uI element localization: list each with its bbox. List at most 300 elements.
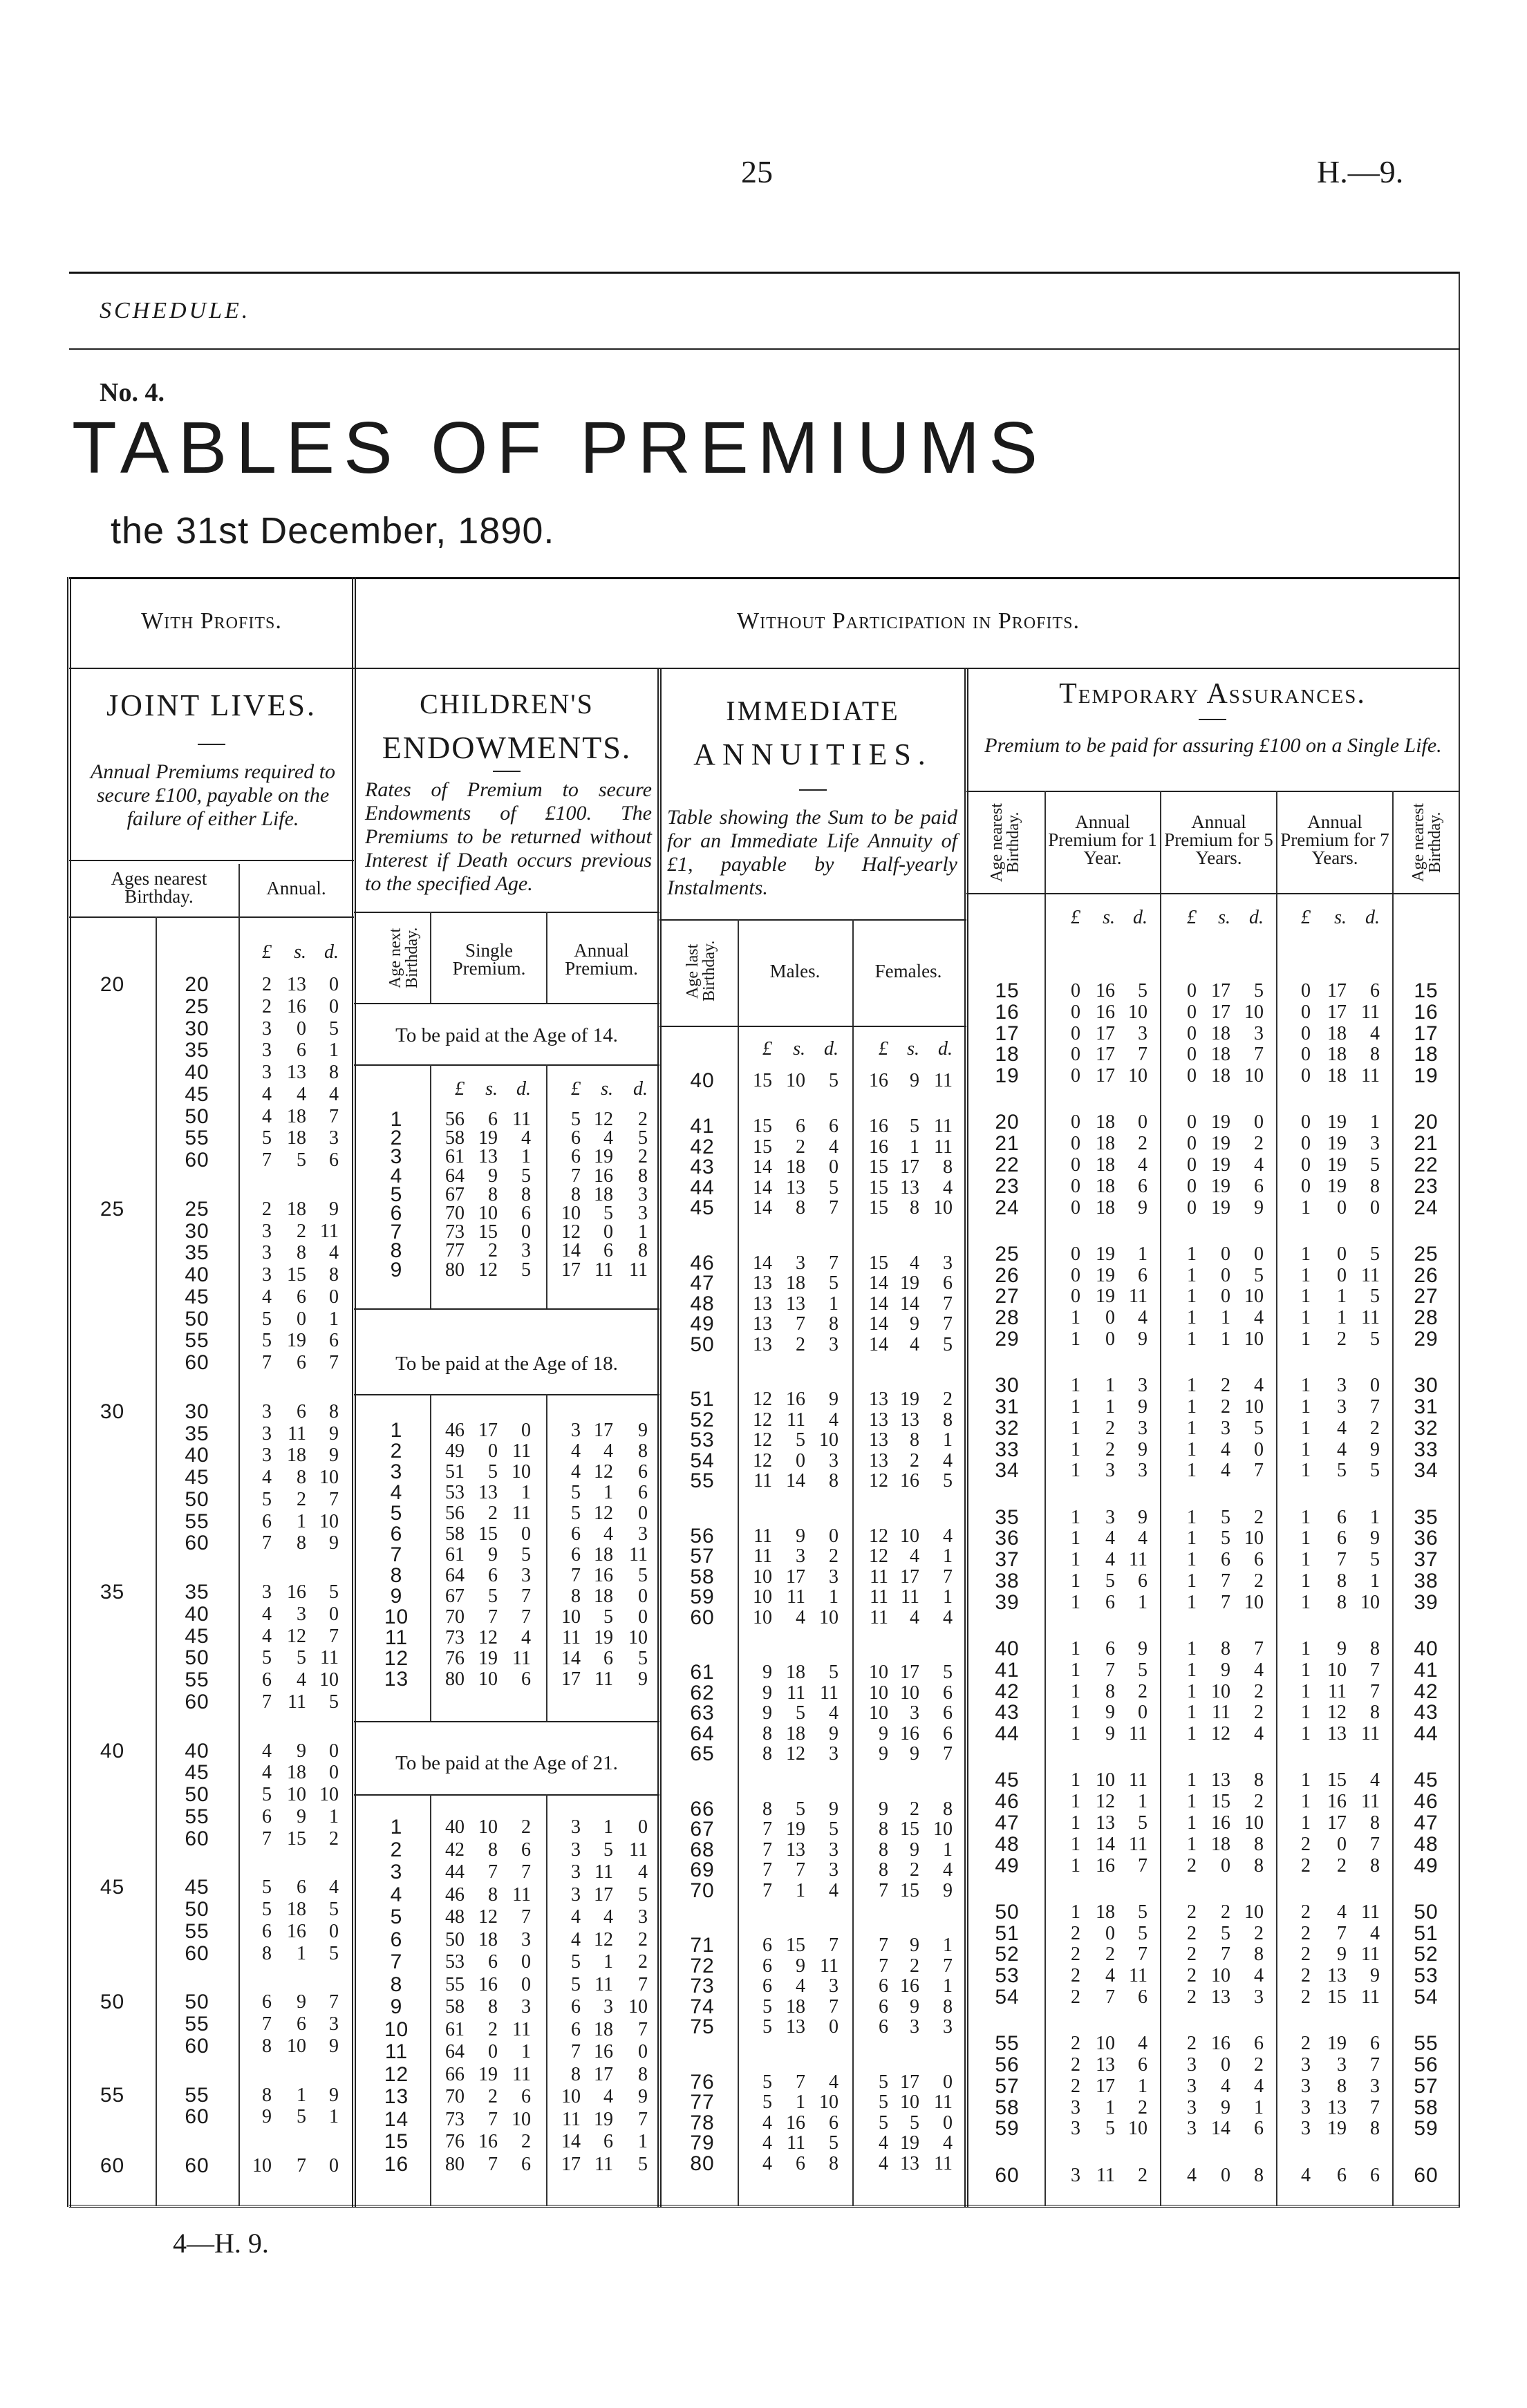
annual-premium-pounds: 4 [262,1603,272,1625]
premium-1-year-pence: 9 [1138,1638,1147,1659]
annual-premium-pence: 5 [638,1883,648,1906]
annuity-males-pence: 10 [819,2091,839,2113]
premium-7-years-pounds: 1 [1301,1812,1311,1834]
age-nearest-birthday-right: 58 [1414,2096,1439,2119]
age-nearest-birthday-second-life: 60 [185,2154,209,2177]
annuity-males-shillings: 7 [796,1859,805,1881]
single-premium-shillings: 13 [478,1146,498,1168]
age-nearest-birthday-right: 30 [1414,1374,1439,1398]
age-nearest-birthday-second-life: 60 [185,1827,209,1850]
premium-7-years-shillings: 1 [1337,1286,1347,1308]
premium-7-years-shillings: 18 [1327,1022,1347,1044]
currency-shillings-heading: s. [907,1038,919,1060]
age-next-birthday: 3 [390,1861,403,1883]
age-last-birthday: 47 [690,1272,715,1295]
premium-1-year-pounds: 2 [1071,2054,1080,2076]
age-next-birthday: 5 [390,1906,403,1928]
premium-1-year-pence: 4 [1138,1307,1147,1329]
age-last-birthday: 79 [690,2132,715,2154]
age-nearest-birthday-right: 44 [1414,1722,1439,1746]
annuity-females-shillings: 16 [900,1722,919,1744]
annual-premium-shillings: 4 [603,2086,613,2107]
annual-premium-pence: 1 [329,2106,339,2128]
page-subtitle: the 31st December, 1890. [111,510,555,552]
premium-1-year-pounds: 0 [1071,1044,1080,1066]
annual-premium-pence: 7 [638,2018,648,2040]
premium-1-year-pounds: 0 [1071,1001,1080,1023]
premium-1-year-pounds: 2 [1071,1965,1080,1987]
single-premium-pounds: 61 [445,1146,465,1168]
annuity-females-shillings: 4 [910,1606,919,1628]
premium-5-years-shillings: 0 [1221,1854,1230,1876]
age-nearest-birthday: 19 [995,1064,1020,1088]
premium-1-year-shillings: 16 [1096,1001,1115,1023]
premium-5-years-pence: 2 [1254,1133,1264,1155]
premium-1-year-pounds: 1 [1071,1769,1080,1791]
single-premium-pounds: 42 [445,1838,465,1861]
annual-premium-pounds: 10 [252,2155,272,2176]
annuity-males-pounds: 6 [762,1975,772,1997]
annuity-males-shillings: 18 [786,1272,805,1294]
annual-premium-shillings: 0 [297,1017,306,1040]
annuity-males-pence: 0 [829,2016,839,2038]
age-last-birthday: 70 [690,1879,715,1902]
annual-premium-shillings: 0 [603,1221,613,1243]
single-premium-shillings: 2 [488,1503,498,1524]
annual-premium-pounds: 5 [262,1127,272,1149]
annuity-males-pence: 6 [829,1116,839,1137]
annuity-females-pounds: 13 [869,1449,888,1471]
premium-1-year-pence: 9 [1138,1438,1147,1460]
currency-shillings-heading: s. [1218,907,1230,928]
age-last-birthday: 72 [690,1954,715,1977]
annuity-females-pounds: 5 [879,2111,888,2134]
annuity-males-shillings: 4 [796,1606,805,1628]
premium-1-year-shillings: 8 [1105,1680,1115,1702]
single-premium-pounds: 64 [445,1565,465,1586]
single-premium-shillings: 15 [478,1221,498,1243]
annual-premium-pence: 9 [638,2086,648,2107]
single-premium-shillings: 15 [478,1523,498,1545]
premium-1-year-shillings: 0 [1105,1922,1115,1944]
premium-1-year-pounds: 1 [1071,1901,1080,1923]
premium-1-year-shillings: 17 [1096,2075,1115,2097]
band-rule [69,668,1460,669]
annuity-males-pounds: 14 [753,1156,772,1178]
single-premium-pounds: 46 [445,1883,465,1906]
annual-premium-pounds: 4 [262,1625,272,1647]
premium-1-year-pounds: 1 [1071,1460,1080,1482]
premium-7-years-pence: 11 [1361,1944,1380,1966]
annual-premium-shillings: 9 [297,1805,306,1827]
annuity-males-shillings: 1 [796,1879,805,1901]
annuity-females-shillings: 17 [900,2071,919,2093]
annual-premium-pounds: 17 [561,2153,581,2175]
premium-7-years-shillings: 16 [1327,1791,1347,1813]
premium-7-years-pence: 2 [1370,1417,1380,1439]
age-last-birthday: 66 [690,1797,715,1821]
annual-premium-pence: 7 [329,1105,339,1127]
premium-1-year-pounds: 0 [1071,980,1080,1001]
currency-pounds-heading: £ [455,1078,465,1100]
age-last-birthday: 46 [690,1251,715,1274]
annuity-males-shillings: 4 [796,1975,805,1997]
annual-premium-pounds: 4 [262,1740,272,1762]
premium-5-years-pence: 4 [1254,1965,1264,1987]
premium-7-years-shillings: 19 [1327,1111,1347,1134]
rule [659,1026,966,1027]
single-premium-shillings: 9 [488,1544,498,1565]
premium-1-year-pence: 11 [1129,1965,1147,1987]
age-nearest-birthday-right: 45 [1414,1769,1439,1792]
single-premium-shillings: 2 [488,2086,498,2107]
age-nearest-birthday: 24 [995,1196,1020,1219]
annuity-males-pounds: 8 [762,1743,772,1765]
premium-7-years-pence: 11 [1361,1065,1380,1087]
premium-5-years-shillings: 10 [1211,1965,1230,1987]
single-premium-pence: 11 [512,1883,531,1906]
annual-premium-pounds: 7 [262,2013,272,2035]
age-nearest-birthday-second-life: 50 [185,1783,209,1806]
annual-premium-pence: 8 [638,1165,648,1187]
premium-1-year-shillings: 4 [1105,1549,1115,1571]
rule [354,1721,659,1722]
annual-premium-pence: 9 [329,1532,339,1554]
annuity-females-pence: 11 [934,1116,953,1137]
annuity-males-pounds: 14 [753,1197,772,1219]
annuity-males-pence: 3 [829,1838,839,1861]
annual-premium-pence: 10 [319,1669,339,1691]
age-last-birthday: 49 [690,1313,715,1335]
annuity-females-shillings: 9 [910,1313,919,1335]
annual-premium-shillings: 12 [594,1109,613,1130]
annuity-females-pounds: 8 [879,1859,888,1881]
annuity-males-shillings: 1 [796,2091,805,2113]
annuity-males-shillings: 16 [786,2111,805,2134]
single-premium-shillings: 13 [478,1482,498,1503]
single-premium-pounds: 66 [445,2063,465,2085]
age-nearest-birthday-second-life: 40 [185,1739,209,1762]
annual-premium-pence: 5 [329,1017,339,1040]
premium-7-years-pence: 5 [1370,1328,1380,1350]
age-nearest-birthday: 49 [995,1854,1020,1877]
annuity-males-shillings: 7 [796,1313,805,1335]
annual-premium-shillings: 1 [603,1816,613,1838]
divider-children-annuities [657,669,662,2207]
annuity-males-pounds: 13 [753,1272,772,1294]
annuity-males-pence: 4 [829,1136,839,1158]
premium-1-year-shillings: 17 [1096,1022,1115,1044]
premium-7-years-pounds: 1 [1301,1659,1311,1681]
premium-5-years-shillings: 13 [1211,1986,1230,2008]
single-premium-shillings: 6 [488,1565,498,1586]
premium-5-years-pence: 10 [1244,1286,1264,1308]
annual-premium-pounds: 3 [571,1883,581,1906]
premium-5-years-pence: 9 [1254,1196,1264,1219]
single-premium-pence: 7 [521,1861,531,1883]
premium-7-years-shillings: 3 [1337,2054,1347,2076]
annual-premium-shillings: 18 [594,1544,613,1565]
annuity-females-shillings: 10 [900,1525,919,1547]
annual-premium-shillings: 6 [297,1876,306,1899]
rule [354,1308,659,1310]
premium-5-years-pence: 10 [1244,1396,1264,1418]
premium-5-years-shillings: 10 [1211,1680,1230,1702]
premium-1-year-shillings: 4 [1105,1527,1115,1550]
premium-7-years-pence: 9 [1370,1438,1380,1460]
annuity-males-pence: 5 [829,1662,839,1683]
annuity-females-pounds: 9 [879,1743,888,1765]
single-premium-pence: 0 [521,1420,531,1441]
single-premium-pence: 5 [521,1544,531,1565]
annuity-females-pence: 1 [943,1586,953,1608]
annual-premium-pounds: 11 [562,1627,581,1648]
age-nearest-birthday: 32 [995,1416,1020,1440]
annual-premium-shillings: 10 [287,2035,306,2057]
annual-premium-pence: 1 [329,1040,339,1062]
annual-premium-shillings: 19 [594,1146,613,1168]
age-nearest-birthday-right: 42 [1414,1680,1439,1703]
premium-5-years-shillings: 5 [1221,1506,1230,1528]
age-nearest-birthday-right: 22 [1414,1154,1439,1176]
premium-5-years-shillings: 16 [1211,1812,1230,1834]
premium-5-years-shillings: 13 [1211,1769,1230,1791]
premium-5-years-pounds: 0 [1187,1001,1197,1023]
premium-1-year-shillings: 2 [1105,1438,1115,1460]
premium-1-year-pounds: 3 [1071,2118,1080,2140]
premium-7-years-shillings: 19 [1327,2118,1347,2140]
currency-pounds-heading: £ [571,1078,581,1100]
premium-7-years-shillings: 18 [1327,1044,1347,1066]
age-nearest-birthday: 57 [995,2074,1020,2098]
premium-5-years-shillings: 7 [1221,1944,1230,1966]
premium-5-years-shillings: 19 [1211,1196,1230,1219]
age-nearest-birthday-right: 37 [1414,1548,1439,1572]
annual-premium-shillings: 11 [594,1861,613,1883]
single-premium-shillings: 19 [478,2063,498,2085]
annual-premium-pounds: 7 [262,1827,272,1850]
premium-7-years-pence: 11 [1361,1723,1380,1745]
premium-1-year-pounds: 1 [1071,1591,1080,1613]
age-nearest-birthday-right: 53 [1414,1964,1439,1988]
premium-1-year-pounds: 2 [1071,2075,1080,2097]
premium-1-year-pounds: 0 [1071,1243,1080,1265]
rule [354,1064,659,1066]
annuities-title-line1: IMMEDIATE [726,695,900,726]
premium-7-years-pence: 0 [1370,1196,1380,1219]
annuity-females-pence: 4 [943,1859,953,1881]
premium-1-year-pence: 5 [1138,1922,1147,1944]
age-nearest-birthday-second-life: 50 [185,1307,209,1330]
annual-premium-pounds: 5 [571,1109,581,1130]
premium-5-years-shillings: 7 [1221,1570,1230,1592]
premium-5-years-pence: 4 [1254,1659,1264,1681]
age-nearest-birthday-second-life: 30 [185,1017,209,1040]
annuity-males-pounds: 13 [753,1333,772,1355]
age-nearest-birthday-right: 16 [1414,1000,1439,1024]
age-last-birthday: 74 [690,1995,715,2018]
premium-7-years-pounds: 1 [1301,1638,1311,1659]
premium-7-years-pounds: 2 [1301,1986,1311,2008]
annual-premium-pence: 9 [638,1668,648,1690]
premium-7-years-pounds: 0 [1301,1065,1311,1087]
age-nearest-birthday: 50 [995,1900,1020,1923]
annual-premium-shillings: 11 [288,1422,306,1445]
premium-1-year-shillings: 6 [1105,1638,1115,1659]
annual-premium-pounds: 3 [262,1062,272,1083]
single-premium-pounds: 56 [445,1503,465,1524]
page-title: TABLES OF PREMIUMS [72,407,1047,489]
annuity-females-pounds: 12 [869,1525,888,1547]
annuity-females-pounds: 15 [869,1156,888,1178]
annuity-females-shillings: 9 [910,1935,919,1956]
premium-7-years-pounds: 1 [1301,1286,1311,1308]
age-nearest-birthday: 20 [995,1111,1020,1134]
annual-premium-pence: 0 [638,1503,648,1524]
header-premium-5-years: Annual Premium for 5 Years. [1164,811,1273,868]
age-nearest-birthday-right: 23 [1414,1174,1439,1198]
annuity-males-pounds: 7 [762,1818,772,1840]
annual-premium-shillings: 6 [297,1352,306,1373]
premium-1-year-pence: 4 [1138,1154,1147,1176]
annual-premium-pounds: 7 [262,1691,272,1713]
annual-premium-pence: 10 [628,1996,648,2017]
column-line [546,912,547,1003]
annuity-males-shillings: 11 [787,1586,805,1608]
age-nearest-birthday: 42 [995,1680,1020,1703]
single-premium-pounds: 77 [445,1240,465,1262]
age-nearest-birthday-second-life: 30 [185,1400,209,1423]
premium-1-year-pounds: 1 [1071,1812,1080,1834]
single-premium-pence: 6 [521,1203,531,1224]
header-males: Males. [769,961,821,981]
premium-7-years-pence: 5 [1370,1286,1380,1308]
age-nearest-birthday-right: 43 [1414,1701,1439,1724]
premium-1-year-pence: 11 [1129,1833,1147,1855]
premium-7-years-pounds: 1 [1301,1460,1311,1482]
annual-premium-shillings: 18 [287,1105,306,1127]
age-nearest-birthday-right: 56 [1414,2053,1439,2076]
top-rule [69,272,1460,274]
age-last-birthday: 50 [690,1333,715,1356]
premium-5-years-pence: 10 [1244,1065,1264,1087]
age-nearest-birthday-second-life: 40 [185,1602,209,1626]
annual-premium-pounds: 6 [571,1146,581,1168]
divider-profits [352,577,356,2207]
annual-premium-pence: 2 [638,1951,648,1973]
single-premium-shillings: 19 [478,1648,498,1669]
annual-premium-pounds: 7 [262,1149,272,1171]
annuity-females-shillings: 3 [910,2016,919,2038]
age-nearest-birthday: 34 [995,1459,1020,1483]
premium-1-year-shillings: 17 [1096,1065,1115,1087]
annual-premium-shillings: 12 [594,1928,613,1950]
age-nearest-birthday-right: 27 [1414,1285,1439,1308]
premium-7-years-pence: 5 [1370,1154,1380,1176]
frame-bottom [69,2205,1460,2208]
age-next-birthday: 11 [384,1626,409,1649]
annuity-females-pounds: 13 [869,1429,888,1451]
single-premium-shillings: 19 [478,1127,498,1149]
annuity-males-shillings: 11 [787,2132,805,2154]
annual-premium-pounds: 4 [571,1440,581,1462]
premium-5-years-pounds: 0 [1187,1111,1197,1134]
annual-premium-pounds: 11 [562,2108,581,2130]
annuity-males-pence: 3 [829,1859,839,1881]
single-premium-pounds: 70 [445,1606,465,1628]
premium-5-years-pounds: 1 [1187,1460,1197,1482]
age-nearest-birthday-right: 15 [1414,979,1439,1002]
age-nearest-birthday: 48 [995,1832,1020,1856]
premium-1-year-shillings: 19 [1096,1243,1115,1265]
single-premium-pence: 10 [512,2108,531,2130]
premium-7-years-pounds: 1 [1301,1680,1311,1702]
premium-7-years-pounds: 3 [1301,2054,1311,2076]
premium-7-years-pounds: 3 [1301,2075,1311,2097]
annuity-males-shillings: 5 [796,1429,805,1451]
annuity-males-pence: 3 [829,1449,839,1471]
premium-7-years-shillings: 17 [1327,980,1347,1001]
annual-premium-pence: 8 [329,1400,339,1422]
premium-5-years-pounds: 1 [1187,1328,1197,1350]
annuity-females-pounds: 4 [879,2132,888,2154]
single-premium-pence: 3 [521,1928,531,1950]
single-premium-shillings: 10 [478,1668,498,1690]
annuity-males-pounds: 12 [753,1429,772,1451]
age-nearest-birthday: 22 [995,1154,1020,1176]
premium-5-years-shillings: 2 [1221,1375,1230,1397]
premium-5-years-pounds: 1 [1187,1243,1197,1265]
single-premium-pence: 3 [521,1996,531,2017]
premium-1-year-pence: 0 [1138,1111,1147,1134]
annuity-males-pence: 9 [829,1798,839,1820]
annual-premium-shillings: 19 [594,2108,613,2130]
annuity-males-shillings: 3 [796,1252,805,1274]
premium-5-years-pence: 10 [1244,1527,1264,1550]
annuity-males-pounds: 4 [762,2152,772,2174]
premium-1-year-shillings: 0 [1105,1307,1115,1329]
premium-1-year-shillings: 2 [1105,1417,1115,1439]
annual-premium-shillings: 18 [594,1586,613,1607]
age-last-birthday: 41 [690,1115,715,1138]
annual-premium-pence: 0 [638,1586,648,1607]
premium-7-years-pounds: 1 [1301,1591,1311,1613]
single-premium-shillings: 16 [478,2131,498,2152]
annuity-females-pounds: 9 [879,1722,888,1744]
premium-1-year-pounds: 1 [1071,1833,1080,1855]
single-premium-pounds: 50 [445,1928,465,1950]
annuity-males-pounds: 14 [753,1176,772,1198]
annual-premium-pounds: 10 [561,1606,581,1628]
annual-premium-pounds: 3 [571,1861,581,1883]
premium-1-year-shillings: 13 [1096,1812,1115,1834]
annual-premium-shillings: 11 [594,1668,613,1690]
premium-7-years-pence: 3 [1370,1133,1380,1155]
annuity-females-pence: 8 [943,1798,953,1820]
premium-1-year-pounds: 0 [1071,1154,1080,1176]
annuity-males-shillings: 6 [796,2152,805,2174]
annual-premium-shillings: 13 [287,1062,306,1083]
age-nearest-birthday-second-life: 60 [185,1941,209,1965]
annual-premium-pence: 6 [329,1330,339,1352]
annual-premium-pence: 9 [638,1420,648,1441]
age-last-birthday: 76 [690,2070,715,2094]
age-last-birthday: 55 [690,1469,715,1492]
age-next-birthday: 7 [390,1543,403,1566]
premium-5-years-shillings: 1 [1221,1328,1230,1350]
age-nearest-birthday-right: 31 [1414,1395,1439,1418]
single-premium-pounds: 73 [445,1221,465,1243]
